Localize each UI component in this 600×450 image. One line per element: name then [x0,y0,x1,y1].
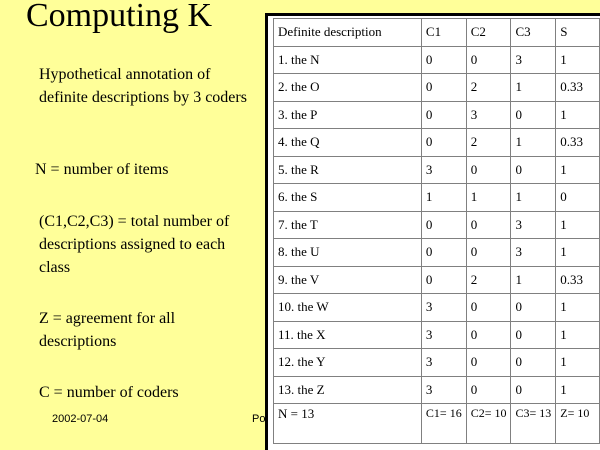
cell-c2: 0 [466,294,511,322]
table-row [274,129,600,157]
table-row [274,156,600,184]
cell-c3: 0 [511,156,556,184]
header-definite-description: Definite description [274,19,422,47]
cell-c1: 1 [421,184,466,212]
table-row [274,101,600,129]
total-z: Z= 10 [556,404,600,444]
cell-c1: 3 [421,321,466,349]
cell-s: 1 [556,239,600,267]
cell-description: 11. the X [274,321,422,349]
cell-c2: 0 [466,349,511,377]
annotation-table [273,18,600,444]
cell-s: 0.33 [556,266,600,294]
cell-c2: 0 [466,239,511,267]
cell-c2: 0 [466,376,511,404]
cell-c3: 0 [511,376,556,404]
table-row [274,46,600,74]
footer-fragment: Po [252,413,266,425]
cell-c3: 1 [511,74,556,102]
table-totals-row [274,404,600,444]
cell-description: 4. the Q [274,129,422,157]
total-c2: C2= 10 [466,404,511,444]
bullet-c: C = number of coders [39,384,179,401]
cell-s: 1 [556,46,600,74]
cell-description: 1. the N [274,46,422,74]
cell-description: 13. the Z [274,376,422,404]
cell-c3: 1 [511,129,556,157]
cell-c1: 3 [421,294,466,322]
cell-description: 2. the O [274,74,422,102]
cell-c2: 2 [466,266,511,294]
cell-c2: 0 [466,211,511,239]
cell-c3: 0 [511,321,556,349]
cell-description: 3. the P [274,101,422,129]
cell-c2: 0 [466,46,511,74]
cell-c3: 0 [511,294,556,322]
bullet-n: N = number of items [35,161,169,178]
cell-c3: 3 [511,239,556,267]
cell-s: 1 [556,211,600,239]
annotation-table-panel [265,13,600,450]
cell-c1: 0 [421,74,466,102]
table-row [274,211,600,239]
cell-description: 12. the Y [274,349,422,377]
cell-description: 9. the V [274,266,422,294]
cell-c2: 2 [466,74,511,102]
total-c3: C3= 13 [511,404,556,444]
table-row [274,74,600,102]
header-c3: C3 [511,19,556,47]
table-row [274,321,600,349]
cell-description: 10. the W [274,294,422,322]
cell-description: 8. the U [274,239,422,267]
table-row [274,184,600,212]
cell-s: 0.33 [556,74,600,102]
cell-c1: 3 [421,376,466,404]
cell-c2: 3 [466,101,511,129]
cell-c1: 0 [421,266,466,294]
cell-c3: 3 [511,211,556,239]
cell-s: 1 [556,349,600,377]
total-n: N = 13 [274,404,422,444]
header-c1: C1 [421,19,466,47]
cell-description: 6. the S [274,184,422,212]
cell-s: 1 [556,321,600,349]
cell-c3: 1 [511,184,556,212]
cell-c1: 3 [421,156,466,184]
table-row [274,349,600,377]
cell-s: 1 [556,156,600,184]
cell-c3: 1 [511,266,556,294]
cell-c3: 0 [511,101,556,129]
cell-c1: 3 [421,349,466,377]
cell-c3: 0 [511,349,556,377]
cell-description: 7. the T [274,211,422,239]
cell-c2: 1 [466,184,511,212]
cell-c2: 2 [466,129,511,157]
footer-date: 2002-07-04 [52,413,109,425]
slide-title: Computing K [26,0,213,34]
cell-s: 0.33 [556,129,600,157]
bullet-z: Z = agreement for all descriptions [39,310,176,350]
cell-c2: 0 [466,156,511,184]
cell-s: 1 [556,294,600,322]
cell-c1: 0 [421,239,466,267]
cell-s: 0 [556,184,600,212]
cell-c1: 0 [421,101,466,129]
cell-description: 5. the R [274,156,422,184]
table-row [274,266,600,294]
total-c1: C1= 16 [421,404,466,444]
cell-c2: 0 [466,321,511,349]
cell-c1: 0 [421,129,466,157]
header-c2: C2 [466,19,511,47]
cell-c1: 0 [421,46,466,74]
table-row [274,294,600,322]
bullet-annotation: Hypothetical annotation of definite descriptions by 3 coders [39,66,247,106]
cell-s: 1 [556,376,600,404]
bullet-class-totals: (C1,C2,C3) = total number of descriptions assigned to each class [39,213,230,276]
cell-s: 1 [556,101,600,129]
table-row [274,376,600,404]
header-s: S [556,19,600,47]
cell-c1: 0 [421,211,466,239]
table-row [274,239,600,267]
table-header-row [274,19,600,47]
cell-c3: 3 [511,46,556,74]
